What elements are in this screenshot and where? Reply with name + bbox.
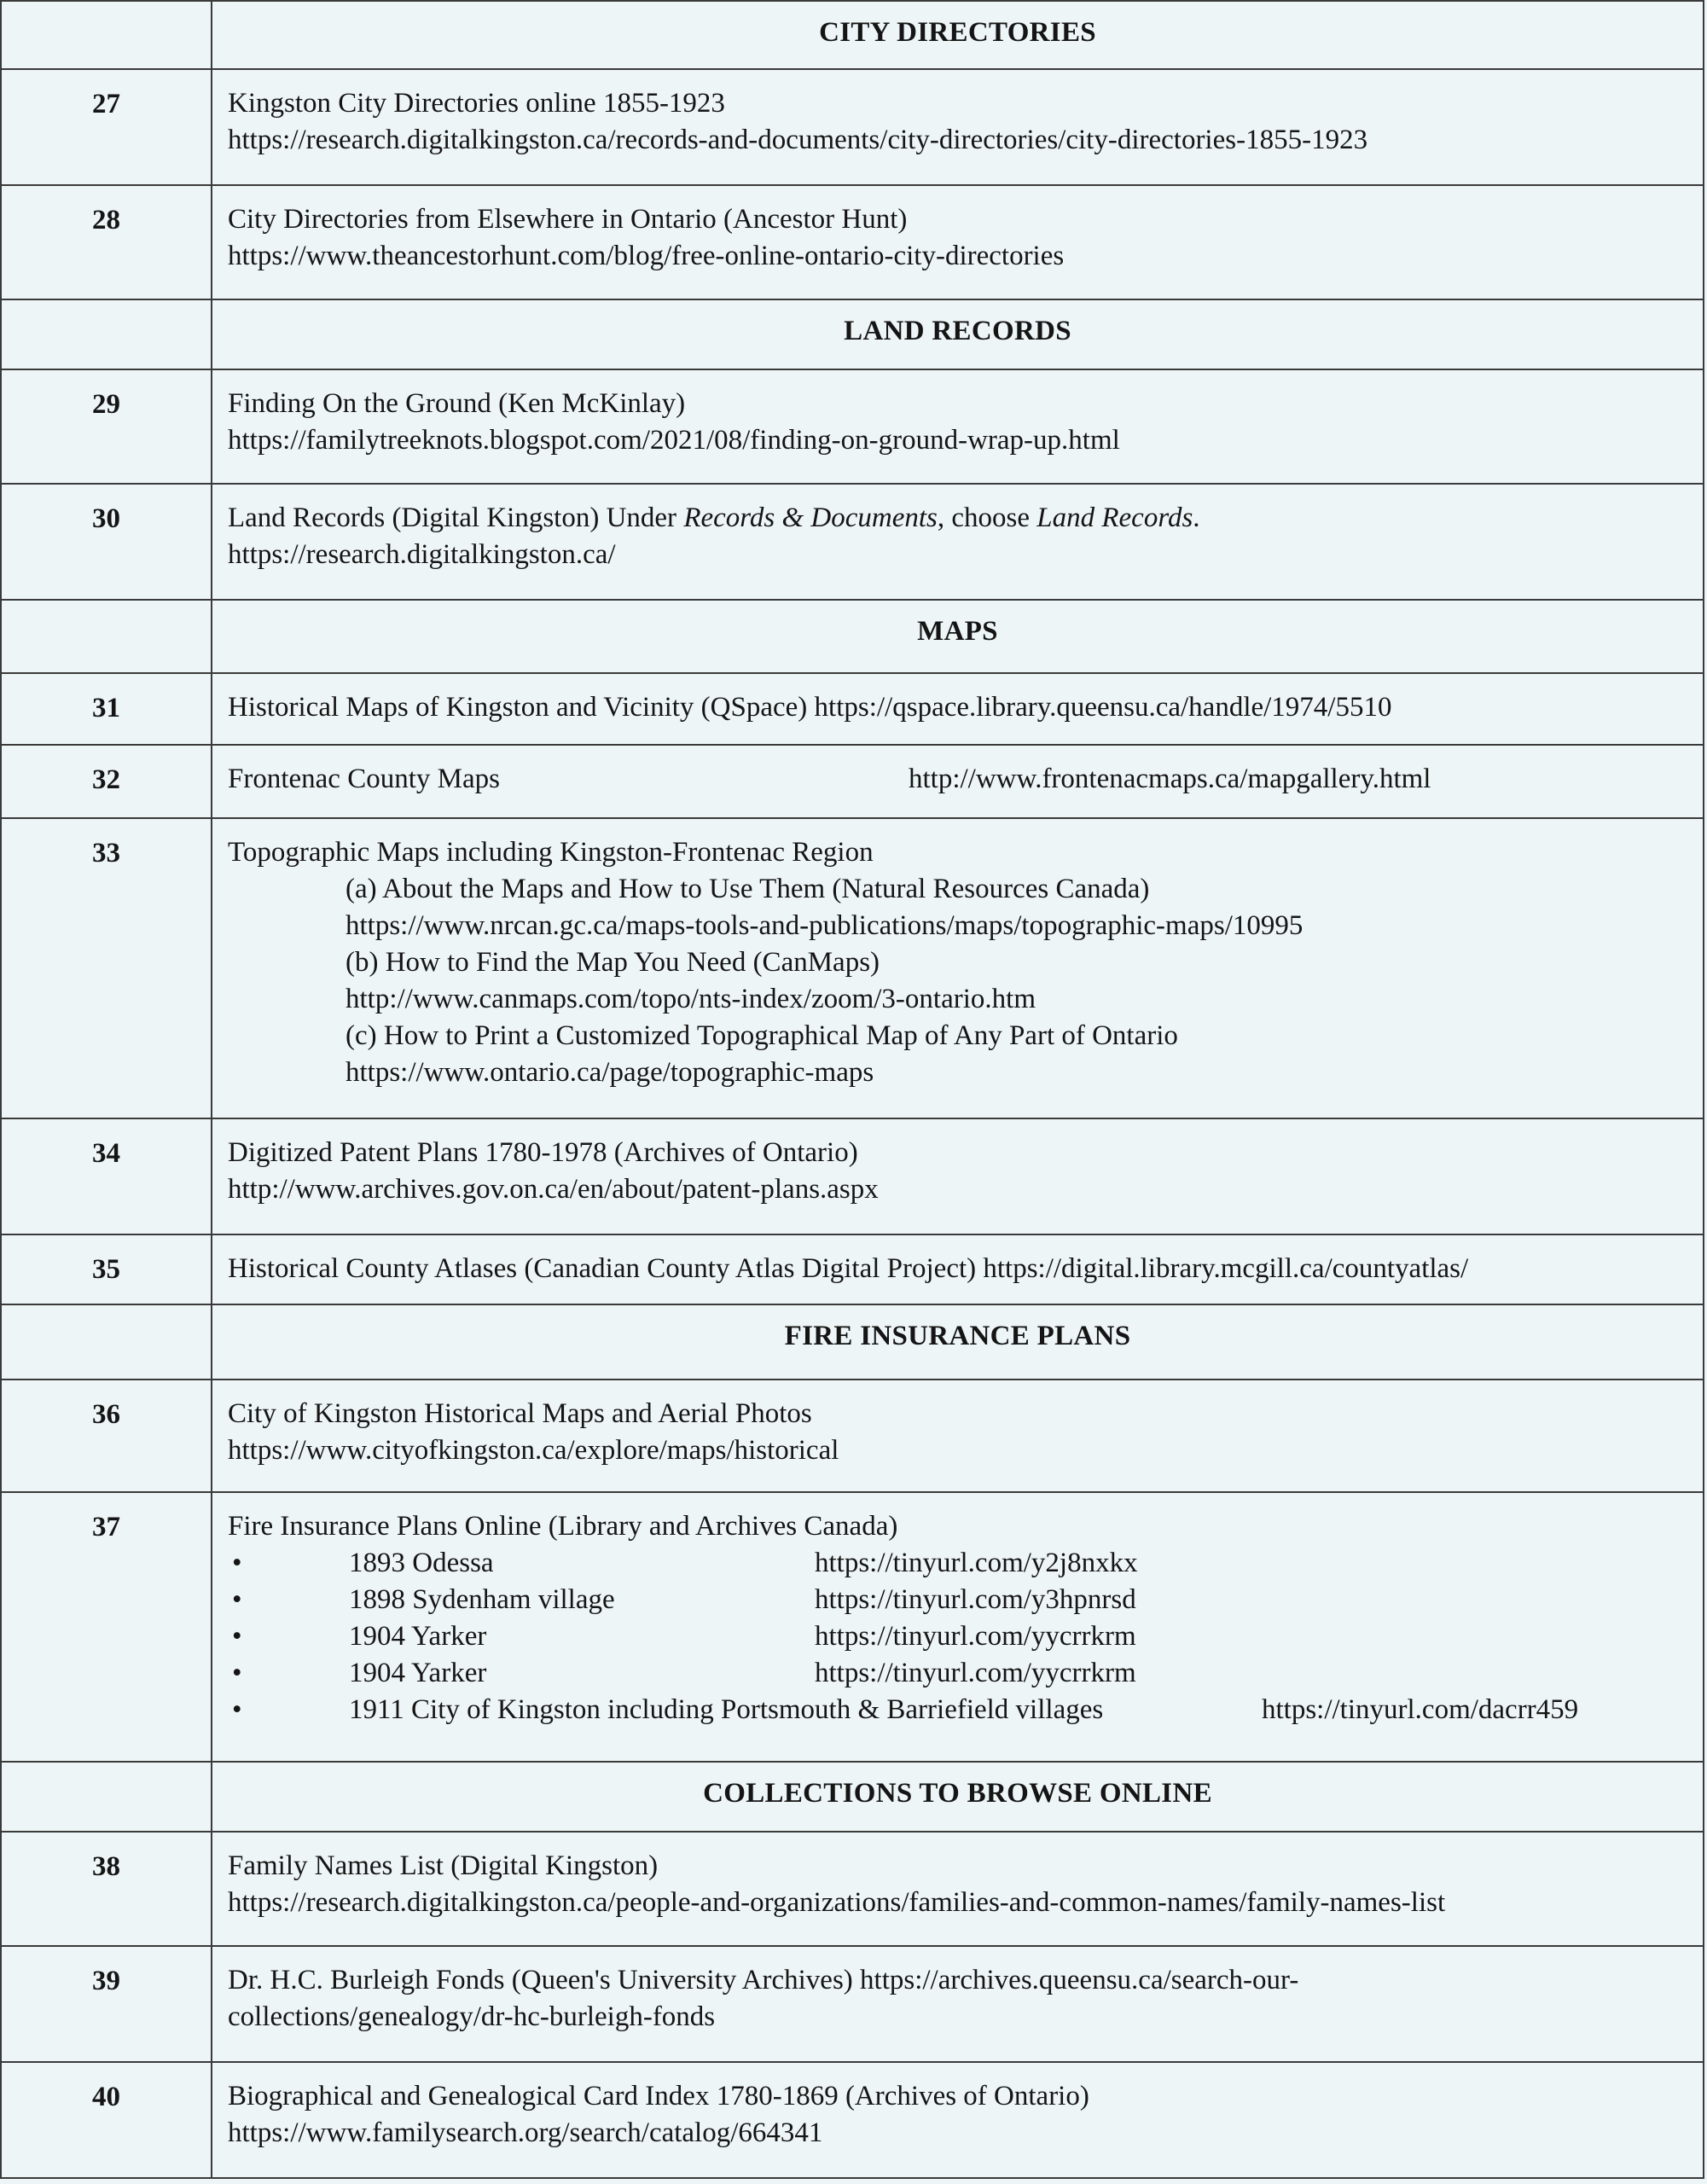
entry-number: 35: [1, 1234, 212, 1304]
bullet-icon: •: [232, 1694, 242, 1725]
table-row: [1, 1946, 1704, 2062]
subentry-title: (c) How to Print a Customized Topographical Map of Any Part of Ontario: [345, 1020, 1178, 1051]
table-row: [1, 1380, 1704, 1492]
section-heading-fire-insurance: FIRE INSURANCE PLANS: [212, 1304, 1704, 1380]
entry-title: City Directories from Elsewhere in Ontario (Ancestor Hunt): [228, 204, 908, 235]
entry-url[interactable]: https://familytreeknots.blogspot.com/2021/08/finding-on-ground-wrap-up.html: [228, 425, 1120, 456]
subentry-title: (b) How to Find the Map You Need (CanMaps): [345, 947, 880, 978]
entry-number: 36: [1, 1380, 212, 1492]
title-part: Land Records (Digital Kingston) Under: [228, 502, 684, 533]
entry-number: 40: [1, 2062, 212, 2178]
list-item-url[interactable]: https://tinyurl.com/y3hpnrsd: [815, 1584, 1136, 1615]
entry-content: [212, 369, 1704, 484]
list-item-url[interactable]: https://tinyurl.com/yycrrkrm: [815, 1658, 1136, 1688]
entry-content: [212, 484, 1704, 600]
section-row: [1, 1762, 1704, 1832]
entry-content: [212, 1946, 1704, 2062]
entry-title: City of Kingston Historical Maps and Aerial Photos: [228, 1398, 812, 1429]
list-item-url[interactable]: https://tinyurl.com/dacrr459: [1262, 1694, 1579, 1725]
bullet-icon: •: [232, 1658, 242, 1688]
list-item: [228, 1582, 1692, 1618]
entry-content: [212, 2062, 1704, 2178]
entry-title: Biographical and Genealogical Card Index 1780-1869 (Archives of Ontario): [228, 2081, 1089, 2111]
list-item: [228, 1545, 1692, 1582]
list-item: [228, 1618, 1692, 1655]
list-item-url[interactable]: https://tinyurl.com/yycrrkrm: [815, 1621, 1136, 1652]
entry-url[interactable]: https://research.digitalkingston.ca/: [228, 539, 616, 570]
entry-title: Finding On the Ground (Ken McKinlay): [228, 388, 686, 419]
entry-text: Historical County Atlases (Canadian County Atlas Digital Project) https://digital.library.mcgill.ca/countyatlas/: [228, 1253, 1469, 1284]
bullet-icon: •: [232, 1621, 242, 1652]
entry-number: 33: [1, 818, 212, 1118]
table-row: [1, 484, 1704, 600]
table-row: [1, 1832, 1704, 1946]
section-heading-collections: COLLECTIONS TO BROWSE ONLINE: [212, 1762, 1704, 1832]
entry-number: 29: [1, 369, 212, 484]
entry-content: [212, 673, 1704, 745]
list-item-label: 1898 Sydenham village: [349, 1584, 615, 1615]
title-part: , choose: [937, 502, 1037, 533]
entry-content: [212, 185, 1704, 299]
title-emphasis: Records & Documents: [683, 502, 938, 533]
bullet-icon: •: [232, 1584, 242, 1615]
entry-url[interactable]: https://www.familysearch.org/search/catalog/664341: [228, 2117, 823, 2148]
list-item-label: 1911 City of Kingston including Portsmouth & Barriefield villages: [349, 1694, 1104, 1725]
entry-number: 28: [1, 185, 212, 299]
entry-title: Digitized Patent Plans 1780-1978 (Archives of Ontario): [228, 1137, 858, 1168]
table-row: [1, 1118, 1704, 1234]
entry-title: Frontenac County Maps: [228, 764, 500, 794]
list-item-url[interactable]: https://tinyurl.com/y2j8nxkx: [815, 1548, 1138, 1578]
entry-number: 38: [1, 1832, 212, 1946]
entry-url[interactable]: collections/genealogy/dr-hc-burleigh-fonds: [228, 2001, 716, 2032]
title-part: .: [1193, 502, 1200, 533]
entry-content: [212, 1380, 1704, 1492]
entry-number: 32: [1, 745, 212, 818]
list-item-label: 1904 Yarker: [349, 1621, 487, 1652]
table-row: [1, 185, 1704, 299]
entry-url[interactable]: https://research.digitalkingston.ca/records-and-documents/city-directories/city-directories-1855-1923: [228, 125, 1368, 155]
entry-url[interactable]: http://www.archives.gov.on.ca/en/about/patent-plans.aspx: [228, 1174, 879, 1205]
entry-content: [212, 1118, 1704, 1234]
section-row: [1, 1304, 1704, 1380]
subentry-url[interactable]: https://www.ontario.ca/page/topographic-maps: [345, 1057, 874, 1088]
entry-title: Topographic Maps including Kingston-Frontenac Region: [228, 837, 874, 868]
table-row: [1, 673, 1704, 745]
section-number-cell: [1, 1304, 212, 1380]
section-number-cell: [1, 600, 212, 673]
entry-title: Fire Insurance Plans Online (Library and Archives Canada): [228, 1511, 898, 1542]
entry-content: [212, 1832, 1704, 1946]
section-row: [1, 299, 1704, 369]
entry-content: [212, 818, 1704, 1118]
entry-line: [228, 761, 1692, 798]
entry-url[interactable]: https://www.theancestorhunt.com/blog/free-online-ontario-city-directories: [228, 241, 1065, 271]
entry-content: [212, 1234, 1704, 1304]
section-row: [1, 1, 1704, 69]
subentry-url[interactable]: https://www.nrcan.gc.ca/maps-tools-and-publications/maps/topographic-maps/10995: [345, 910, 1303, 941]
entry-number: 34: [1, 1118, 212, 1234]
list-item-label: 1893 Odessa: [349, 1548, 494, 1578]
list-item: [228, 1655, 1692, 1692]
entry-number: 31: [1, 673, 212, 745]
section-number-cell: [1, 299, 212, 369]
entry-title: Kingston City Directories online 1855-1923: [228, 88, 725, 119]
title-emphasis: Land Records: [1036, 502, 1193, 533]
section-heading-maps: MAPS: [212, 600, 1704, 673]
entry-number: 27: [1, 69, 212, 185]
entry-url[interactable]: http://www.frontenacmaps.ca/mapgallery.html: [909, 764, 1431, 794]
section-heading-land-records: LAND RECORDS: [212, 299, 1704, 369]
table-row: [1, 2062, 1704, 2178]
entry-title: Family Names List (Digital Kingston): [228, 1850, 659, 1881]
section-heading-city-directories: CITY DIRECTORIES: [212, 1, 1704, 69]
entry-title: [228, 500, 1692, 537]
subentry-url[interactable]: http://www.canmaps.com/topo/nts-index/zoom/3-ontario.htm: [345, 984, 1036, 1014]
entry-number: 30: [1, 484, 212, 600]
table-row: [1, 69, 1704, 185]
list-item-label: 1904 Yarker: [349, 1658, 487, 1688]
entry-content: [212, 1492, 1704, 1762]
subentry-title: (a) About the Maps and How to Use Them (Natural Resources Canada): [345, 874, 1150, 904]
entry-text: Historical Maps of Kingston and Vicinity (QSpace) https://qspace.library.queensu.ca/handle/1974/5510: [228, 692, 1392, 723]
section-number-cell: [1, 1, 212, 69]
table-row: [1, 745, 1704, 818]
entry-number: 37: [1, 1492, 212, 1762]
entry-url[interactable]: https://research.digitalkingston.ca/people-and-organizations/families-and-common-names/family-names-list: [228, 1887, 1446, 1918]
bullet-icon: •: [232, 1548, 242, 1578]
list-item: [228, 1692, 1692, 1728]
table-row: [1, 1234, 1704, 1304]
table-row: [1, 818, 1704, 1118]
table-row: [1, 1492, 1704, 1762]
entry-url[interactable]: https://www.cityofkingston.ca/explore/maps/historical: [228, 1435, 839, 1466]
table-row: [1, 369, 1704, 484]
section-number-cell: [1, 1762, 212, 1832]
entry-content: [212, 745, 1704, 818]
entry-text: Dr. H.C. Burleigh Fonds (Queen's University Archives) https://archives.queensu.ca/search-our-: [228, 1965, 1299, 1995]
entry-content: [212, 69, 1704, 185]
entry-number: 39: [1, 1946, 212, 2062]
section-row: [1, 600, 1704, 673]
